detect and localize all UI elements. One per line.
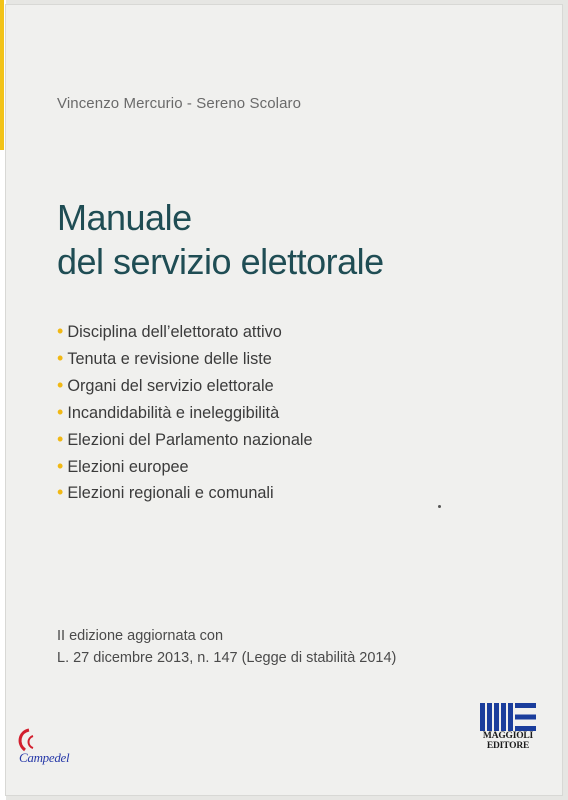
edition-line-1: II edizione aggiornata con	[57, 628, 224, 644]
topic-label: Elezioni del Parlamento nazionale	[67, 430, 313, 449]
topic-item	[57, 319, 313, 346]
bullet-icon: •	[57, 374, 64, 395]
title-line-2: del servizio elettorale	[57, 241, 384, 282]
publisher-block	[478, 703, 538, 751]
bullet-icon: •	[57, 428, 64, 449]
bookseller-stamp	[15, 728, 75, 780]
topics-list	[57, 319, 313, 507]
bullet-icon: •	[57, 347, 64, 368]
yellow-accent-bar	[0, 0, 4, 150]
topic-item	[57, 373, 313, 400]
publisher-name-line-2: EDITORE	[486, 741, 530, 751]
topic-item	[57, 346, 313, 373]
topic-label: Disciplina dell’elettorato attivo	[67, 323, 282, 341]
edition-line-2: L. 27 dicembre 2013, n. 147 (Legge di stabilità 2014)	[57, 650, 397, 666]
topic-item	[57, 427, 313, 454]
topic-label: Incandidabilità e ineleggibilità	[67, 403, 280, 422]
title-line-1: Manuale	[57, 197, 192, 238]
topic-label: Organi del servizio elettorale	[67, 376, 274, 395]
topic-item	[57, 454, 313, 481]
topic-item	[57, 480, 313, 507]
bullet-icon: •	[57, 401, 64, 422]
bullet-icon: •	[57, 482, 64, 503]
authors: Vincenzo Mercurio - Sereno Scolaro	[57, 95, 302, 112]
topic-label: Elezioni regionali e comunali	[67, 484, 274, 503]
topic-label: Tenuta e revisione delle liste	[67, 349, 272, 368]
topic-item	[57, 400, 313, 427]
edition-note	[57, 625, 396, 669]
topic-label: Elezioni europee	[67, 457, 189, 476]
speck-mark	[438, 505, 441, 508]
book-title	[57, 196, 384, 284]
bullet-icon: •	[57, 321, 64, 341]
stamp-text: Campedel	[19, 750, 70, 765]
maggioli-logo-icon	[480, 703, 536, 731]
bullet-icon: •	[57, 455, 64, 476]
publisher-name-line-1: MAGGIOLI	[482, 731, 534, 741]
